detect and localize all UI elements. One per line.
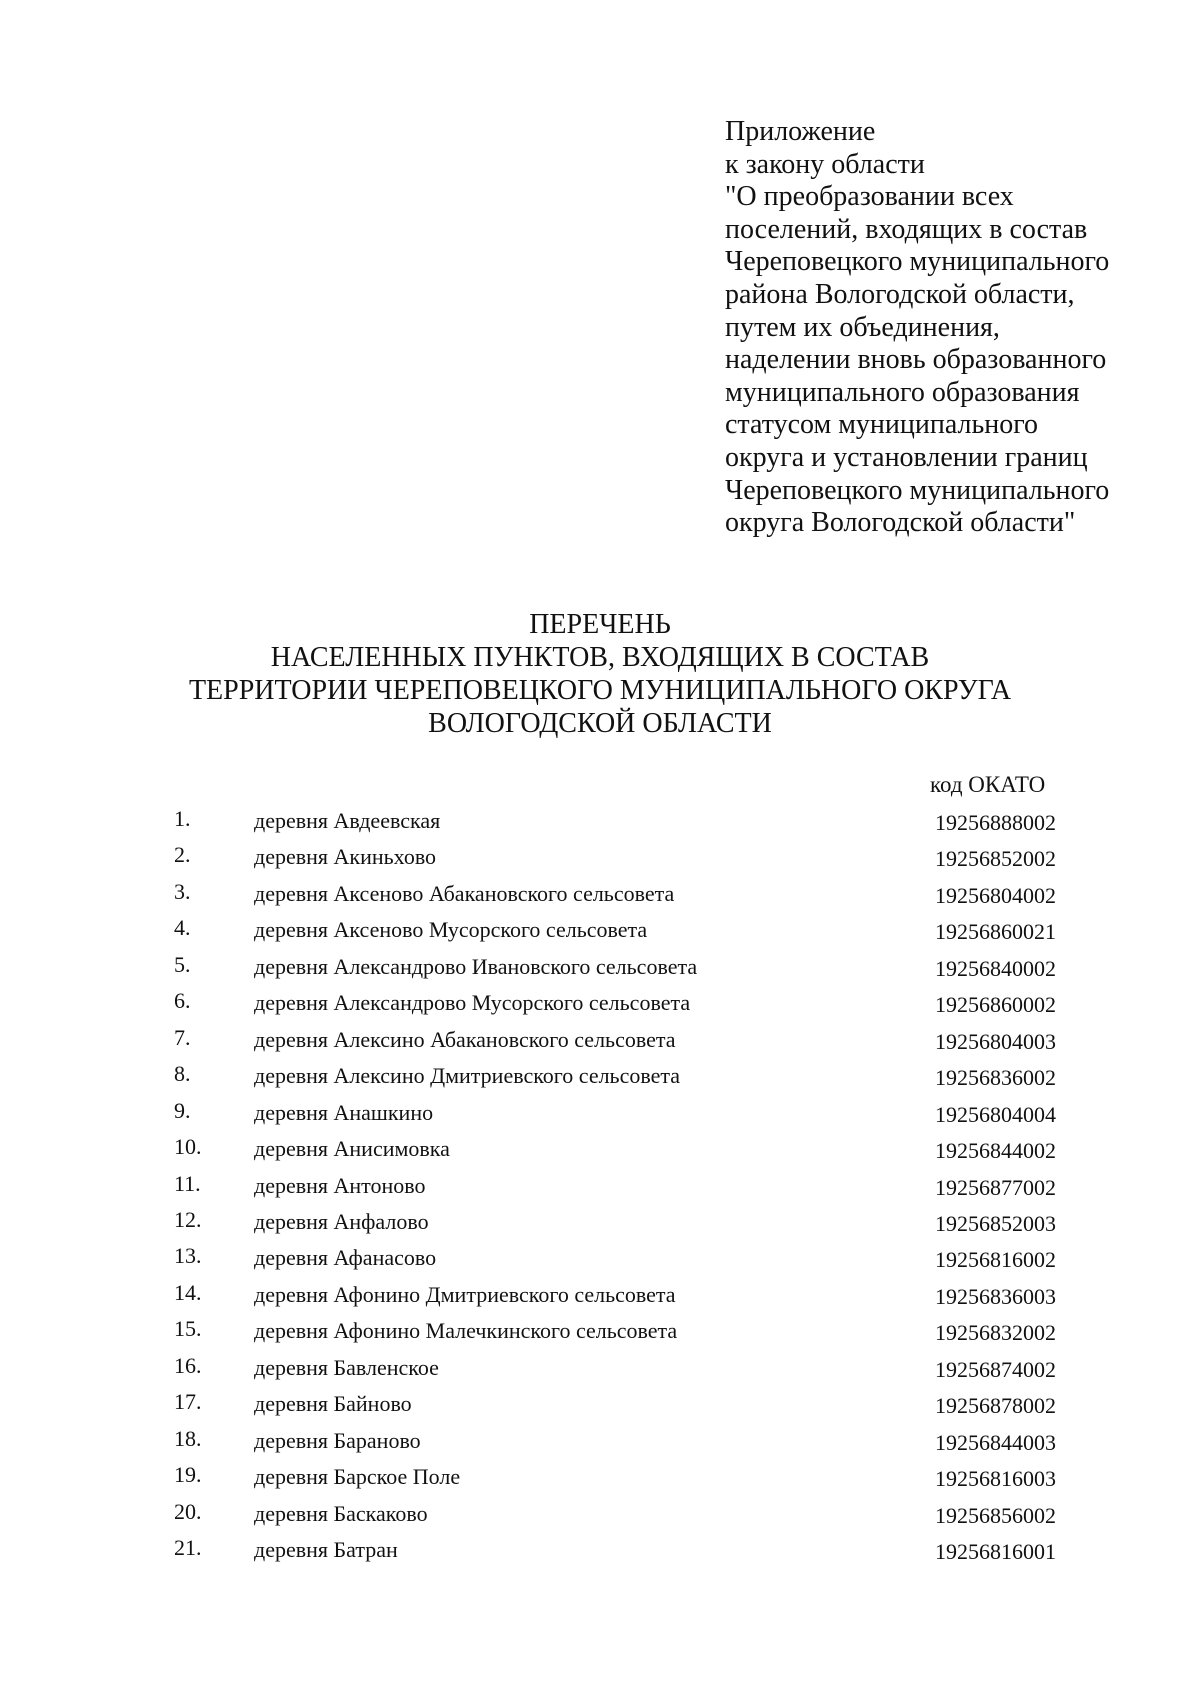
- settlement-name: деревня Бавленское: [254, 1354, 439, 1380]
- okato-code: 19256804002: [935, 882, 1056, 908]
- appendix-line: путем их объединения,: [725, 311, 1000, 343]
- okato-code: 19256816002: [935, 1247, 1056, 1273]
- item-number: 21.: [174, 1535, 202, 1560]
- okato-code: 19256874002: [935, 1356, 1056, 1382]
- okato-code: 19256888002: [935, 810, 1056, 835]
- item-number: 18.: [174, 1425, 202, 1451]
- appendix-line: "О преобразовании всех: [725, 181, 1014, 213]
- item-number: 13.: [174, 1243, 202, 1269]
- item-number: 1.: [174, 806, 191, 831]
- okato-code: 19256832002: [935, 1320, 1056, 1346]
- okato-code: 19256816003: [935, 1466, 1056, 1492]
- list-item: [0, 1280, 1200, 1316]
- settlement-name: деревня Анашкино: [254, 1099, 434, 1125]
- title-line: НАСЕЛЕННЫХ ПУНКТОВ, ВХОДЯЩИХ В СОСТАВ: [270, 642, 930, 673]
- settlement-name: деревня Акиньхово: [254, 844, 437, 870]
- settlement-name: деревня Барское Поле: [254, 1464, 461, 1490]
- okato-code: 19256877002: [935, 1174, 1056, 1200]
- item-number: 14.: [174, 1279, 202, 1305]
- appendix-line: Череповецкого муниципального: [725, 474, 1110, 506]
- settlement-name: деревня Авдеевская: [254, 808, 441, 833]
- settlement-name: деревня Аксеново Мусорского сельсовета: [254, 917, 648, 943]
- okato-code: 19256878002: [935, 1393, 1056, 1419]
- item-number: 17.: [174, 1389, 202, 1415]
- list-item: [0, 806, 1200, 842]
- settlement-name: деревня Байново: [254, 1391, 412, 1417]
- settlement-name: деревня Афонино Малечкинского сельсовета: [254, 1318, 678, 1344]
- item-number: 10.: [174, 1134, 202, 1160]
- settlement-name: деревня Баскаково: [254, 1500, 428, 1526]
- title-line: ПЕРЕЧЕНЬ: [529, 609, 671, 640]
- item-number: 8.: [174, 1061, 191, 1087]
- okato-code: 19256844002: [935, 1138, 1056, 1164]
- okato-code: 19256852002: [935, 846, 1056, 872]
- okato-code: 19256852003: [935, 1210, 1056, 1236]
- item-number: 4.: [174, 915, 191, 941]
- list-item: [0, 915, 1200, 951]
- item-number: 5.: [174, 951, 191, 977]
- item-number: 7.: [174, 1024, 191, 1050]
- settlement-name: деревня Афанасово: [254, 1245, 437, 1271]
- list-item: [0, 988, 1200, 1024]
- okato-column-header: код ОКАТО: [930, 772, 1046, 797]
- item-number: 12.: [174, 1206, 202, 1232]
- appendix-line: муниципального образования: [725, 376, 1080, 408]
- list-item: [0, 1426, 1200, 1462]
- list-item: [0, 1171, 1200, 1207]
- list-item: [0, 842, 1200, 878]
- item-number: 9.: [174, 1097, 191, 1123]
- title-line: ТЕРРИТОРИИ ЧЕРЕПОВЕЦКОГО МУНИЦИПАЛЬНОГО ОКРУГА: [188, 675, 1012, 706]
- appendix-line: округа и установлении границ: [725, 441, 1088, 473]
- item-number: 2.: [174, 842, 191, 868]
- item-number: 3.: [174, 878, 191, 904]
- okato-code: 19256816001: [935, 1539, 1056, 1564]
- okato-code: 19256804004: [935, 1101, 1056, 1127]
- list-item: [0, 1025, 1200, 1061]
- settlement-name: деревня Александрово Мусорского сельсовета: [254, 990, 691, 1016]
- list-item: [0, 952, 1200, 988]
- list-item: [0, 1098, 1200, 1134]
- list-item: [0, 1243, 1200, 1279]
- okato-code: 19256836003: [935, 1283, 1056, 1309]
- okato-code: 19256844003: [935, 1429, 1056, 1455]
- appendix-line: Череповецкого муниципального: [725, 246, 1110, 278]
- appendix-line: поселений, входящих в состав: [725, 213, 1088, 245]
- appendix-line: статусом муниципального: [725, 409, 1039, 441]
- list-item: [0, 1316, 1200, 1352]
- item-number: 15.: [174, 1316, 202, 1342]
- item-number: 20.: [174, 1498, 202, 1524]
- okato-code: 19256860021: [935, 919, 1056, 945]
- item-number: 19.: [174, 1462, 202, 1488]
- settlement-name: деревня Александрово Ивановского сельсовета: [254, 953, 698, 979]
- list-item: [0, 1207, 1200, 1243]
- list-item: [0, 1535, 1200, 1571]
- list-item: [0, 1353, 1200, 1389]
- list-item: [0, 1389, 1200, 1425]
- list-item: [0, 1462, 1200, 1498]
- list-item: [0, 1134, 1200, 1170]
- settlement-name: деревня Алексино Абакановского сельсовета: [254, 1026, 676, 1052]
- settlement-name: деревня Анисимовка: [254, 1136, 450, 1162]
- okato-code: 19256860002: [935, 992, 1056, 1018]
- appendix-line: района Вологодской области,: [725, 278, 1075, 310]
- settlement-name: деревня Антоново: [254, 1172, 426, 1198]
- list-item: [0, 879, 1200, 915]
- settlement-name: деревня Анфалово: [254, 1208, 429, 1234]
- settlement-name: деревня Алексино Дмитриевского сельсовета: [254, 1063, 681, 1089]
- okato-code: 19256840002: [935, 955, 1056, 981]
- okato-code: 19256856002: [935, 1502, 1056, 1528]
- document-title: [0, 608, 1200, 740]
- settlement-name: деревня Батран: [254, 1537, 398, 1562]
- item-number: 6.: [174, 988, 191, 1014]
- okato-code: 19256804003: [935, 1028, 1056, 1054]
- appendix-line: округа Вологодской области": [725, 507, 1076, 539]
- list-item: [0, 1061, 1200, 1097]
- appendix-line: к закону области: [725, 148, 925, 180]
- settlement-name: деревня Бараново: [254, 1427, 421, 1453]
- appendix-line: наделении вновь образованного: [725, 344, 1107, 376]
- settlement-name: деревня Афонино Дмитриевского сельсовета: [254, 1281, 676, 1307]
- item-number: 11.: [174, 1170, 201, 1196]
- settlement-name: деревня Аксеново Абакановского сельсовета: [254, 880, 675, 906]
- appendix-line: Приложение: [725, 116, 876, 147]
- okato-code: 19256836002: [935, 1065, 1056, 1091]
- appendix-block: [725, 116, 1185, 540]
- item-number: 16.: [174, 1352, 202, 1378]
- title-line: ВОЛОГОДСКОЙ ОБЛАСТИ: [428, 708, 772, 739]
- list-item: [0, 1499, 1200, 1535]
